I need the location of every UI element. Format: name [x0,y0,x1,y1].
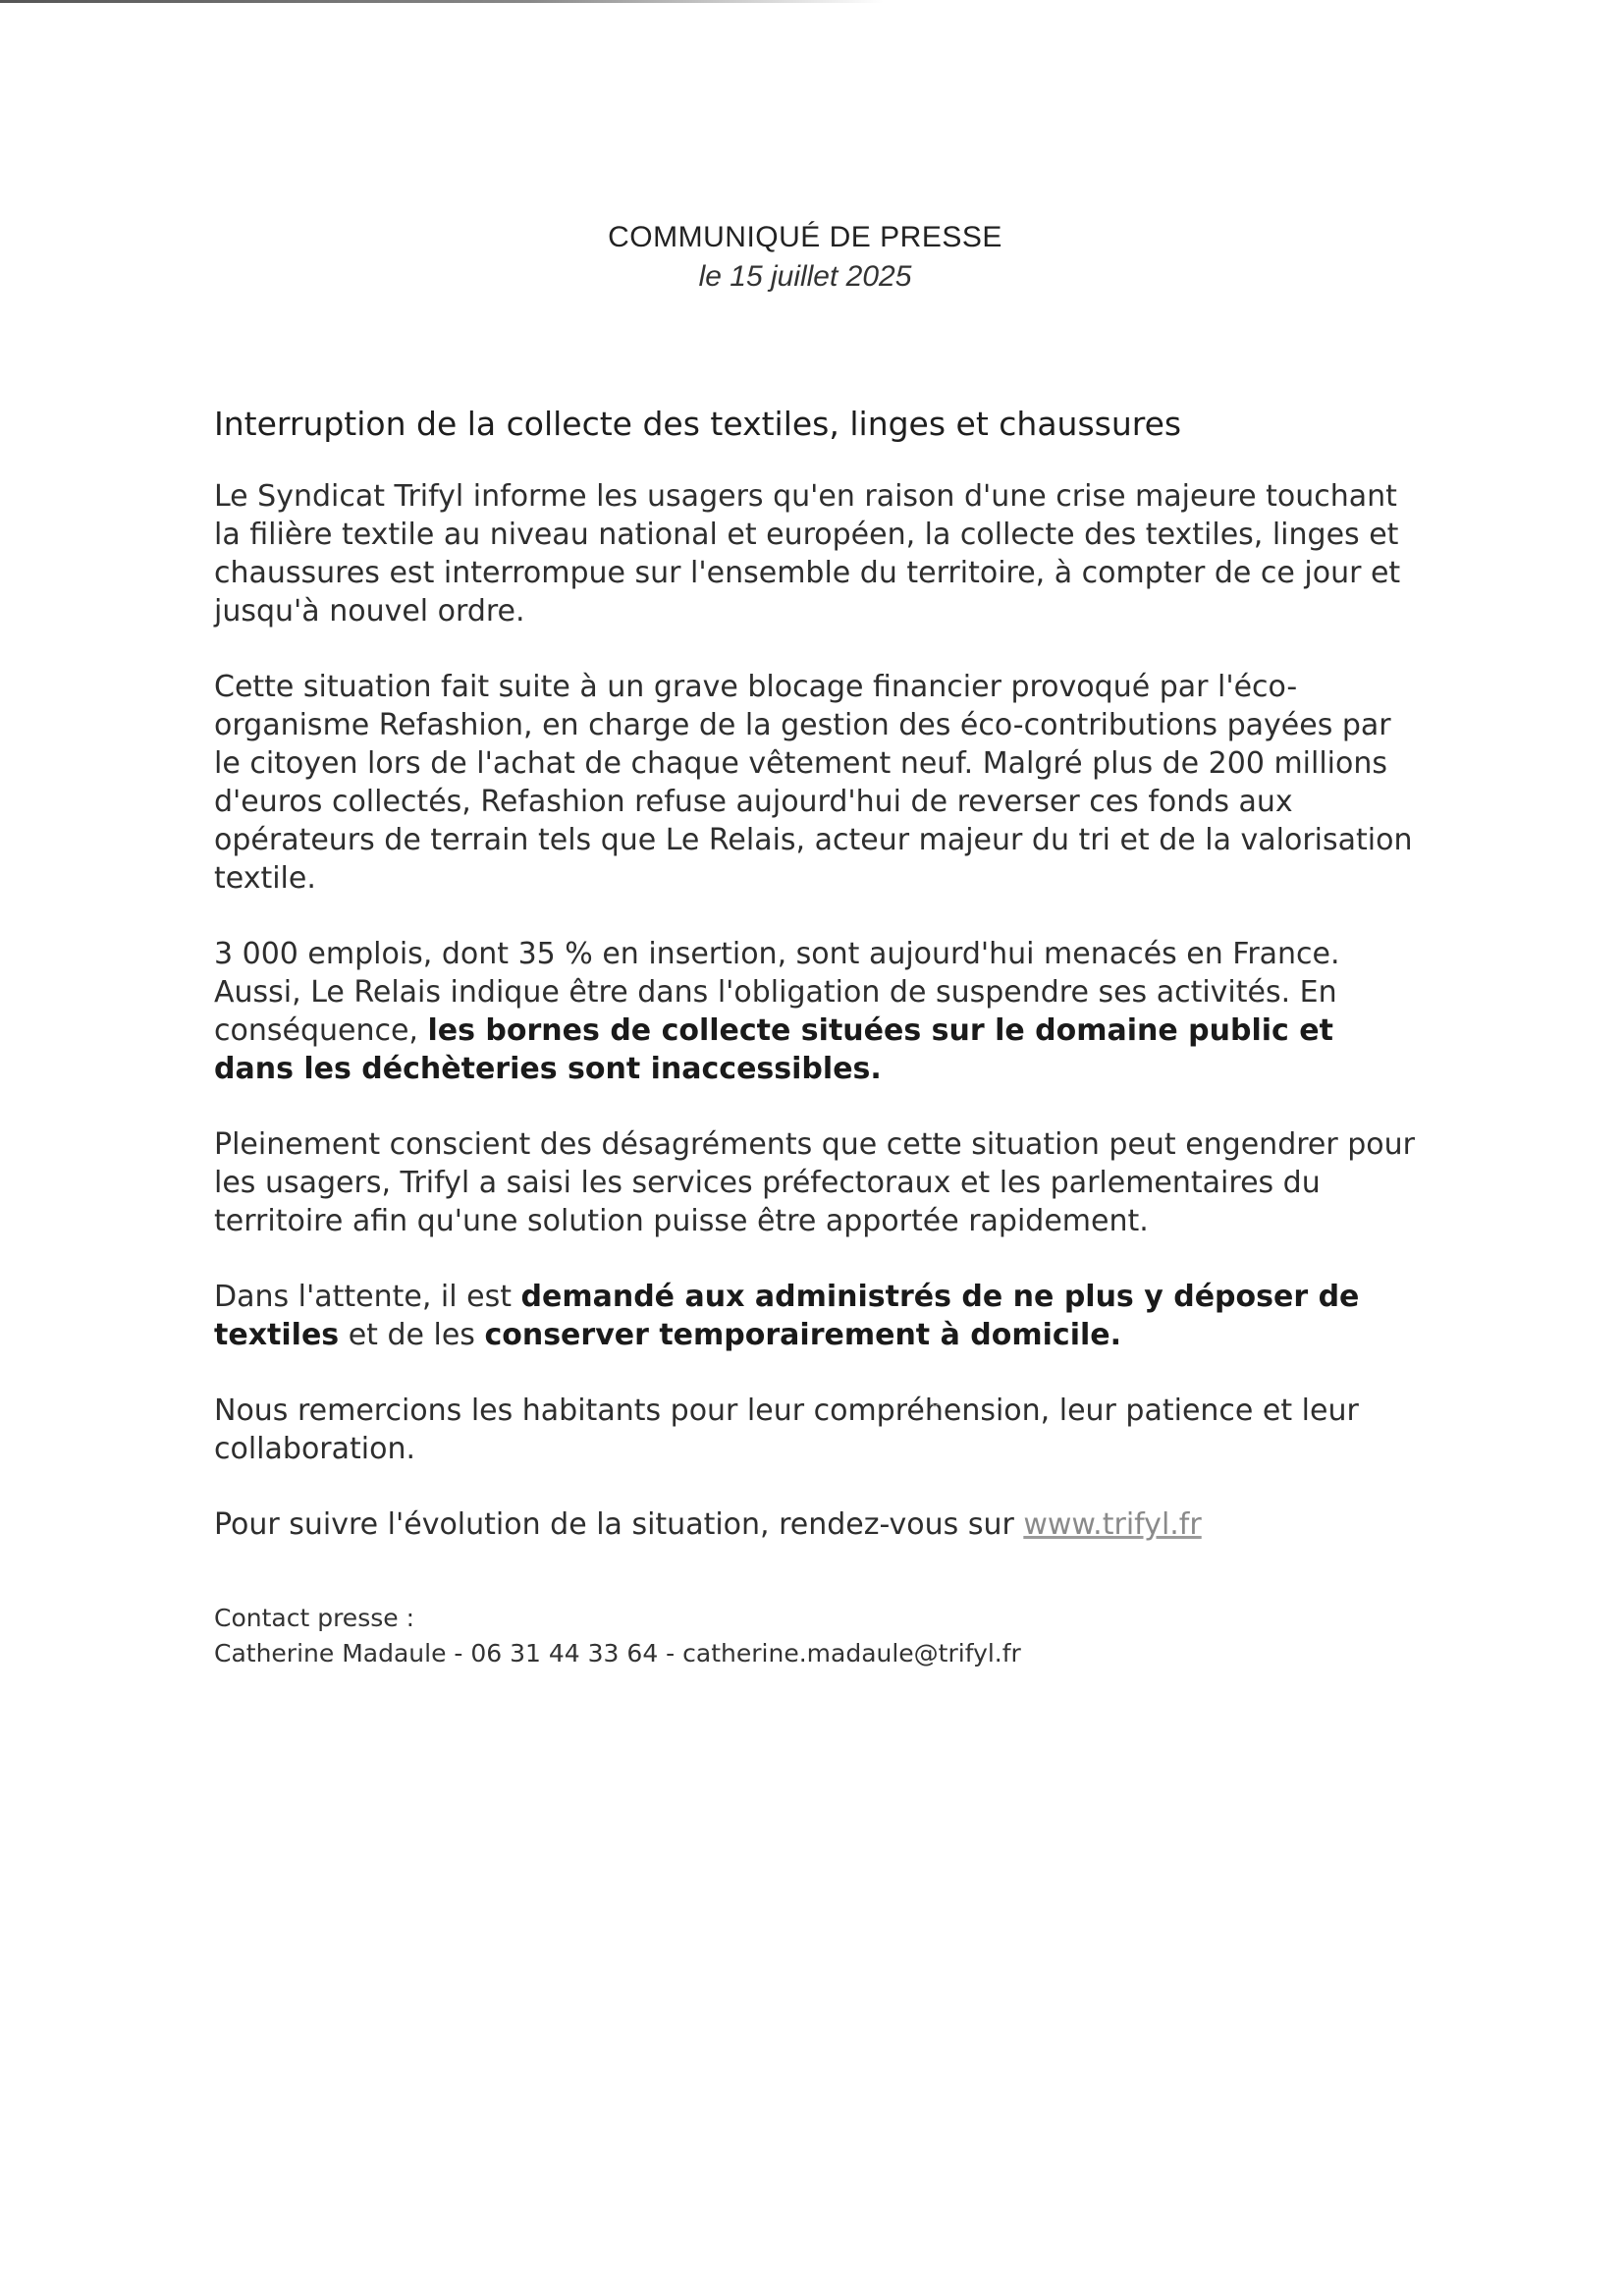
contact-phone: 06 31 44 33 64 [470,1639,659,1667]
consequences-text: 3 000 emplois, dont 35 % en insertion, sont aujourd'hui menacés en France. Aussi, Le Relais indique être dans l'obligation de suspendre ses activités. En conséquence, [214,937,1340,1048]
press-contact-details: Catherine Madaule - 06 31 44 33 64 - catherine.madaule@trifyl.fr [214,1639,1021,1667]
instructions-emphasis-keep: conserver temporairement à domicile. [484,1318,1121,1352]
document-header [0,218,1610,297]
follow-updates-text: Pour suivre l'évolution de la situation, rendez-vous sur [214,1507,1024,1542]
instructions-emphasis-deposit: demandé aux administrés de ne plus y déposer de textiles [214,1280,1360,1352]
press-release-headline: Interruption de la collecte des textiles, linges et chaussures [214,405,1182,443]
document-date: le 15 juillet 2025 [698,260,912,293]
paragraph-follow-updates [214,1505,1422,1544]
paragraph-instructions [214,1278,1422,1354]
press-contact-label: Contact presse : [214,1604,414,1632]
scan-edge-line [0,0,884,3]
scan-speck-mark [929,1402,941,1408]
document-type-title: COMMUNIQUÉ DE PRESSE [608,221,1002,253]
paragraph-actions-taken: Pleinement conscient des désagréments que cette situation peut engendrer pour les usagers, Trifyl a saisi les services préfectoraux et les parlementaires du territoire afin qu'une solution puisse être apportée rapidement. [214,1127,1415,1238]
paragraph-consequences [214,935,1422,1088]
contact-name: Catherine Madaule [214,1639,447,1667]
instructions-middle-text: et de les [339,1318,485,1352]
paragraph-financial-blockage: Cette situation fait suite à un grave blocage financier provoqué par l'éco-organisme Refashion, en charge de la gestion des éco-contributions payées par le citoyen lors de l'achat de chaque vêtement neuf. Malgré plus de 200 millions d'euros collectés, Refashion refuse aujourd'hui de reverser ces fonds aux opérateurs de terrain tels que Le Relais, acteur majeur du tri et de la valorisation textile. [214,670,1413,896]
paragraph-thanks: Nous remercions les habitants pour leur compréhension, leur patience et leur collaboration. [214,1394,1359,1466]
paragraph-announcement: Le Syndicat Trifyl informe les usagers qu'en raison d'une crise majeure touchant la filière textile au niveau national et européen, la collecte des textiles, linges et chaussures est interrompue sur l'ensemble du territoire, à compter de ce jour et jusqu'à nouvel ordre. [214,479,1401,629]
website-link[interactable]: www.trifyl.fr [1023,1507,1202,1542]
document-body [214,403,1422,1671]
instructions-text: Dans l'attente, il est [214,1280,521,1314]
consequences-emphasis: les bornes de collecte situées sur le domaine public et dans les déchèteries sont inaccessibles. [214,1013,1333,1086]
press-contact [214,1601,1422,1671]
contact-email[interactable]: catherine.madaule@trifyl.fr [682,1639,1021,1667]
